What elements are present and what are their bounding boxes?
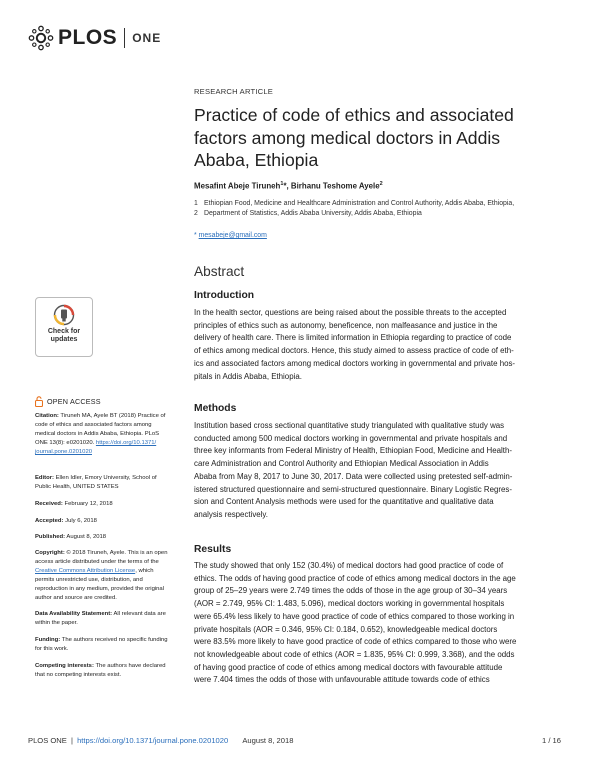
methods-heading: Methods [194,403,237,414]
author-name[interactable]: Birhanu Teshome Ayele [290,181,380,191]
funding-text: The authors received no specific funding [60,637,168,643]
text-line: In the health sector, questions are being raised about the possible threats to the accepted [194,308,507,317]
results-heading: Results [194,544,232,555]
text-line: Institution based cross sectional quantitative study triangulated with qualitative study was [194,421,505,430]
author-list [194,181,383,191]
affiliation [194,210,422,217]
received-value: February 12, 2018 [62,501,113,507]
text-line: Ababa from May 8, 2017 to June 30, 2017. Data were collected using pretested self-admin- [194,471,513,481]
text-line: were 83.5% more likely to have good practice of code of ethics compared to those who were [194,637,517,647]
text-line: of ethics among medical doctors. Hence, this study aimed to assess practice of code of eth- [194,346,514,356]
journal-name: ONE [132,31,162,45]
copyright-text: permits unrestricted use, distribution, and [35,577,143,584]
text-line: three key informants from Federal Ministry of Health, Ethiopian Food, Medicine and Health- [194,446,512,456]
text-line: sion and Content Analysis methods were used for the quantitative and qualitative data [194,497,494,507]
published-date [35,533,171,542]
citation-text: medical doctors in Addis Ababa, Ethiopia. PLoS [35,431,160,438]
text-line: analysis respectively. [194,509,268,519]
editor-text: Public Health, UNITED STATES [35,484,119,491]
results-paragraph [194,560,578,687]
text-line: group of 25–29 years were 2.749 times the odds of those in the age group of 30–34 years [194,586,508,596]
text-line: were 7.404 times the odds of those with unfavourable attitude towards code of ethics [194,675,490,685]
introduction-heading: Introduction [194,290,255,301]
funding-block [35,636,171,654]
data-availability-text: All relevant data are [112,611,166,617]
license-link[interactable]: Creative Commons Attribution License [35,568,136,575]
received-label: Received: [35,501,63,507]
text-line: istered structured questionnaire and semi-structured questionnaire. Binary Logistic Regres- [194,484,512,494]
text-line: The study showed that only 152 (30.4%) of medical doctors had good practice of code of [194,561,504,570]
plos-one-logo[interactable] [28,22,161,54]
text-line: care Administration and Control Authority and Ethiopian Medical Association in Addis [194,459,489,469]
affiliation [194,200,514,207]
accepted-date [35,517,171,526]
copyright-block [35,549,171,604]
affiliation-text: Ethiopian Food, Medicine and Healthcare Administration and Control Authority, Addis Ababa, Ethiopia, [204,200,515,207]
published-label: Published: [35,534,66,540]
open-lock-icon [35,396,43,407]
citation-doi-link[interactable]: https://doi.org/10.1371/ [95,440,157,447]
text-line: principles of ethics such as autonomy, beneficence, non malfeasance and justice in the [194,320,498,330]
competing-interests-label: Competing interests: [35,663,94,669]
author-affiliation-ref: 1 [280,181,284,187]
affiliation-number: 1 [194,200,198,207]
text-line: of having good practice of code of ethics among medical doctors with favourable attitude [194,662,503,672]
text-line: ics and associated factors among medical doctors working in governmental and private hos- [194,358,516,368]
footer-date: August 8, 2018 [242,736,294,745]
text-line: delivery of health care. There is limited information in Ethiopia regarding to practice of code [194,333,512,343]
check-for-updates-line: updates [50,336,78,343]
author-name[interactable]: Mesafint Abeje Tiruneh [194,181,281,191]
introduction-paragraph [194,307,578,383]
footer-journal: PLOS ONE [28,736,67,745]
corresponding-marker: * [194,232,197,239]
author-separator: , [286,181,291,191]
text-line: private hospitals (AOR = 0.346, 95% CI: 0.184, 0.652), knowledgeable medical doctors [194,624,498,634]
published-value: August 8, 2018 [65,534,107,540]
text-line: (AOR = 2.749, 95% CI: 1.483, 5.096), medical doctors working in governmental hospitals [194,599,505,609]
funding-text: for this work. [35,646,69,653]
page-footer [28,736,293,745]
received-date [35,500,171,509]
page-number: 1 / 16 [542,736,561,745]
competing-interests-text: that no competing interests exist. [35,672,122,679]
article-type: RESEARCH ARTICLE [194,87,274,96]
footer-doi-link[interactable]: https://doi.org/10.1371/journal.pone.0201020 [77,736,229,745]
editor-block [35,474,171,492]
methods-paragraph [194,420,578,522]
copyright-text: access article distributed under the terms of the [35,559,159,566]
citation-text: ONE 13(8): e0201020. [35,440,96,447]
affiliation-text: Department of Statistics, Addis Ababa University, Addis Ababa, Ethiopia [204,210,422,217]
author-affiliation-ref: 2 [379,181,383,187]
title-line: factors among medical doctors in Addis [194,127,501,148]
affiliation-number: 2 [194,210,198,217]
abstract-heading: Abstract [194,264,245,279]
text-line: were 65.4% less likely to have good practice of code of ethics compared to those working in [194,611,515,621]
open-access-label [35,396,101,407]
data-availability-label: Data Availability Statement: [35,611,113,617]
copyright-text: © 2018 Tiruneh, Ayele. This is an open [64,550,168,556]
check-for-updates-badge[interactable] [35,297,93,357]
editor-label: Editor: [35,475,54,481]
data-availability-block [35,610,171,628]
accepted-value: July 6, 2018 [63,518,97,524]
copyright-text: reproduction in any medium, provided the original [35,586,165,593]
corresponding-marker: * [283,181,287,191]
corresponding-email [194,232,267,239]
logo-text: PLOS [58,26,118,49]
copyright-text: author and source are credited. [35,595,117,602]
check-for-updates-icon [53,304,75,326]
footer-separator: | [70,736,73,745]
competing-interests-block [35,662,171,680]
text-line: pitals in Addis Ababa, Ethiopia. [194,371,302,381]
text-line: ethics. The odds of having good practice of code of ethics among medical doctors in the age [194,573,516,583]
article-title [194,104,574,172]
accepted-label: Accepted: [35,518,64,524]
funding-label: Funding: [35,637,61,643]
email-link[interactable]: mesabeje@gmail.com [198,232,267,239]
competing-interests-text: The authors have declared [93,663,166,669]
citation-block [35,412,171,457]
citation-doi-link[interactable]: journal.pone.0201020 [35,449,92,456]
citation-text: Tiruneh MA, Ayele BT (2018) Practice of [58,413,166,419]
copyright-text: , which [135,568,154,575]
text-line: conducted among 500 medical doctors working in governmental and private hospitals and [194,433,508,443]
title-line: Practice of code of ethics and associated [194,105,514,125]
open-access-text: OPEN ACCESS [47,397,101,406]
plos-logo-icon [28,25,54,51]
citation-label: Citation: [35,413,59,419]
text-line: not knowledgeable about code of ethics (AOR = 1.835, 95% CI: 0.999, 3.368), and the odds [194,649,515,659]
data-availability-text: within the paper. [35,620,78,627]
title-line: Ababa, Ethiopia [194,150,319,170]
check-for-updates-line: Check for [47,328,81,335]
copyright-label: Copyright: [35,550,65,556]
logo-divider [124,28,125,48]
citation-text: code of ethics and associated factors among [35,422,152,429]
editor-text: Ellen Idler, Emory University, School of [53,475,157,481]
